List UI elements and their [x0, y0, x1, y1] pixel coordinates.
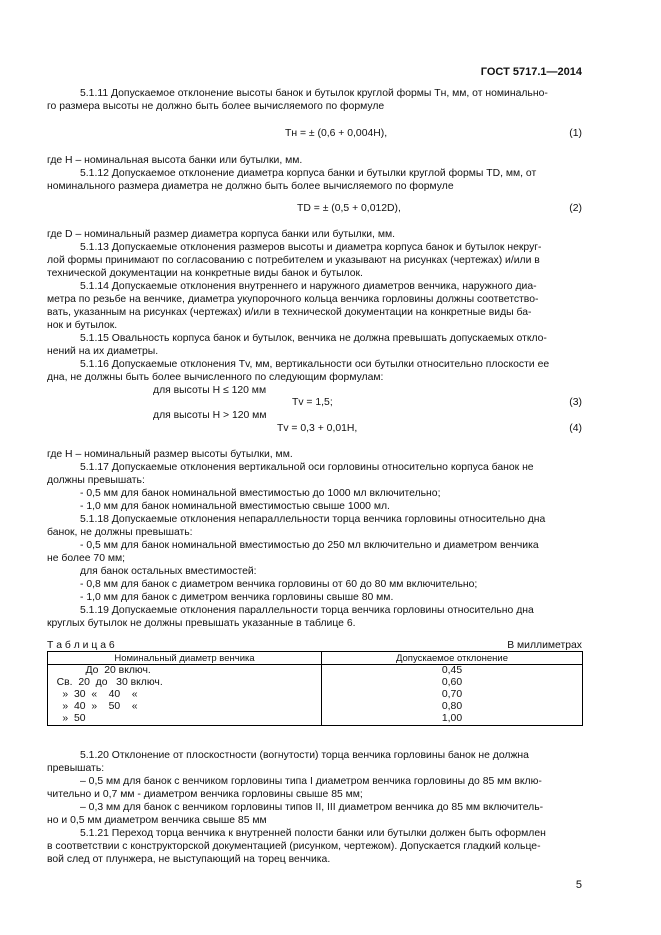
formula-number: (2) — [569, 203, 582, 214]
formula: Тн = ± (0,6 + 0,004Н), — [285, 128, 388, 139]
text-line: 5.1.14 Допускаемые отклонения внутреннего и наружного диаметров венчика, наружного диа- — [80, 281, 537, 292]
table-row — [48, 677, 583, 689]
text-line: 5.1.13 Допускаемые отклонения размеров высоты и диаметра корпуса банок и бутылок некруг- — [80, 242, 542, 253]
table-row — [48, 665, 583, 678]
text-line: для высоты Н ≤ 120 мм — [153, 385, 267, 396]
text-line: для высоты Н > 120 мм — [153, 410, 267, 421]
text-line: - 1,0 мм для банок с диметром венчика горловины свыше 80 мм. — [80, 592, 394, 603]
text-line: где D – номинальный размер диаметра корпуса банки или бутылки, мм. — [47, 229, 395, 240]
page-number: 5 — [575, 879, 582, 891]
table-cell-deviation: 0,60 — [322, 677, 583, 689]
table-caption: Т а б л и ц а 6 — [47, 640, 115, 651]
text-line: лой формы принимают по согласованию с потребителем и указывают на рисунках (чертежах) и/или в — [47, 255, 540, 266]
text-line: - 0,5 мм для банок номинальной вместимостью до 1000 мл включительно; — [80, 488, 441, 499]
formula: Тv = 1,5; — [292, 397, 333, 408]
table-cell-diameter: Св. 20 до 30 включ. — [48, 677, 322, 689]
formula: TD = ± (0,5 + 0,012D), — [297, 203, 401, 214]
text-line: где Н – номинальный размер высоты бутылки, мм. — [47, 449, 293, 460]
table-units: В миллиметрах — [507, 640, 582, 651]
text-line: метра по резьбе на венчике, диаметра укупорочного кольца венчика горловины должны соответство- — [47, 294, 539, 305]
text-line: 5.1.16 Допускаемые отклонения Тv, мм, вертикальности оси бутылки относительно плоскости ее — [80, 359, 550, 370]
formula: Тv = 0,3 + 0,01Н, — [277, 423, 358, 434]
text-line: должны превышать: — [47, 475, 145, 486]
text-line: но и 0,5 мм диаметром венчика свыше 85 мм — [47, 815, 267, 826]
text-line: 5.1.17 Допускаемые отклонения вертикальной оси горловины относительно корпуса банок не — [80, 462, 534, 473]
text-line: 5.1.21 Переход торца венчика к внутренней полости банки или бутылки должен быть оформлен — [80, 828, 546, 839]
text-line: – 0,3 мм для банок с венчиком горловины типов II, III диаметром венчика до 85 мм включитель- — [80, 802, 544, 813]
table-6 — [47, 651, 583, 726]
table-cell-diameter: » 40 » 50 « — [48, 701, 322, 713]
text-line: – 0,5 мм для банок с венчиком горловины типа I диаметром венчика горловины до 85 мм вклю- — [80, 776, 542, 787]
text-line: - 1,0 мм для банок номинальной вместимостью свыше 1000 мл. — [80, 501, 390, 512]
text-line: превышать: — [47, 763, 105, 774]
text-line: номинального размера диаметра не должно быть более вычисляемого по формуле — [47, 181, 454, 192]
text-line: 5.1.11 Допускаемое отклонение высоты банок и бутылок круглой формы Тн, мм, от номинально- — [80, 88, 548, 99]
text-line: вой след от плунжера, не выступающий на торец венчика. — [47, 854, 331, 865]
text-line: банок, не должны превышать: — [47, 527, 193, 538]
table-row — [48, 713, 583, 726]
text-line: 5.1.15 Овальность корпуса банок и бутылок, венчика не должна превышать допускаемых отклo- — [80, 333, 547, 344]
text-line: в соответствии с конструкторской документацией (рисунком, чертежом). Допускается гладкий кольце- — [47, 841, 541, 852]
formula-number: (3) — [569, 397, 582, 408]
table-cell-deviation: 0,70 — [322, 689, 583, 701]
text-line: где Н – номинальная высота банки или бутылки, мм. — [47, 155, 303, 166]
table-cell-deviation: 1,00 — [322, 713, 583, 726]
text-line: вать, указанным на рисунках (чертежах) и/или в технической документации на конкретные виды ба- — [47, 307, 532, 318]
table-cell-deviation: 0,80 — [322, 701, 583, 713]
table-cell-diameter: » 50 — [48, 713, 322, 726]
text-line: не более 70 мм; — [47, 553, 126, 564]
table-cell-diameter: » 30 « 40 « — [48, 689, 322, 701]
formula-number: (1) — [569, 128, 582, 139]
page-header: ГОСТ 5717.1—2014 — [480, 66, 582, 78]
text-line: - 0,8 мм для банок с диаметром венчика горловины от 60 до 80 мм включительно; — [80, 579, 478, 590]
text-line: 5.1.19 Допускаемые отклонения параллельности торца венчика горловины относительно дна — [80, 605, 534, 616]
text-line: нений на их диаметры. — [47, 346, 159, 357]
text-line: 5.1.12 Допускаемое отклонение диаметра корпуса банки и бутылки круглой формы TD, мм, от — [80, 168, 537, 179]
table-row — [48, 689, 583, 701]
table-cell-deviation: 0,45 — [322, 665, 583, 678]
text-line: го размера высоты не должно быть более вычисляемого по формуле — [47, 101, 385, 112]
text-line: чительно и 0,7 мм - диаметром венчика горловины свыше 85 мм; — [47, 789, 363, 800]
text-line: дна, не должны быть более вычисленного по следующим формулам: — [47, 372, 384, 383]
text-line: для банок остальных вместимостей: — [80, 566, 257, 577]
formula-number: (4) — [569, 423, 582, 434]
text-line: круглых бутылок не должны превышать указанные в таблице 6. — [47, 618, 356, 629]
table-header-deviation: Допускаемое отклонение — [322, 652, 583, 665]
text-line: 5.1.20 Отклонение от плоскостности (вогнутости) торца венчика горловины банок не должна — [80, 750, 529, 761]
text-line: - 0,5 мм для банок номинальной вместимостью до 250 мл включительно и диаметром венчика — [80, 540, 539, 551]
text-line: нок и бутылок. — [47, 320, 118, 331]
text-line: технической документации на конкретные виды банок и бутылок. — [47, 268, 363, 279]
table-cell-diameter: До 20 включ. — [48, 665, 322, 678]
table-header-diameter: Номинальный диаметр венчика — [48, 652, 322, 665]
text-line: 5.1.18 Допускаемые отклонения непараллельности торца венчика горловины относительно дна — [80, 514, 546, 525]
table-row — [48, 701, 583, 713]
